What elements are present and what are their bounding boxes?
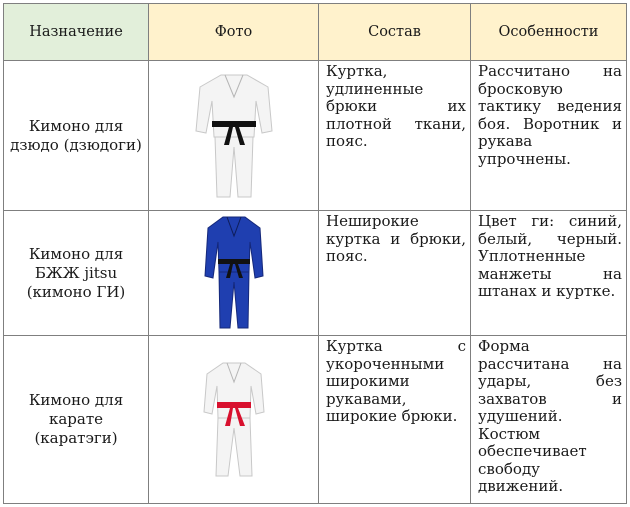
kimono-name: Кимоно для карате (каратэги) xyxy=(4,336,149,504)
table-row xyxy=(4,211,627,336)
table-row xyxy=(4,61,627,211)
features-text: Рассчитано на бросковую тактику ведения боя. Воротник и рукава упрочнены. xyxy=(471,61,627,211)
features-text: Цвет ги: синий, белый, черный. Уплотненные манжеты на штанах и куртке. xyxy=(471,211,627,336)
header-row xyxy=(4,4,627,61)
header-features: Особенности xyxy=(471,4,627,61)
composition-text: Куртка, удлиненные брюки их плотной ткани, пояс. xyxy=(319,61,471,211)
white-judo-gi-icon xyxy=(194,71,274,201)
header-photo: Фото xyxy=(149,4,319,61)
composition-text: Куртка с укороченными широкими рукавами, широкие брюки. xyxy=(319,336,471,504)
header-composition: Состав xyxy=(319,4,471,61)
kimono-name: Кимоно для БЖЖ jitsu (кимоно ГИ) xyxy=(4,211,149,336)
kimono-table xyxy=(3,3,627,504)
photo-cell xyxy=(149,61,319,211)
features-text: Форма рассчитана на удары, без захватов и удушений. Костюм обеспечивает свободу движений. xyxy=(471,336,627,504)
kimono-name: Кимоно для дзюдо (дзюдоги) xyxy=(4,61,149,211)
photo-cell xyxy=(149,336,319,504)
blue-bjj-gi-icon xyxy=(204,214,264,332)
white-karate-gi-icon xyxy=(203,360,265,480)
header-purpose: Назначение xyxy=(4,4,149,61)
photo-cell xyxy=(149,211,319,336)
table-row xyxy=(4,336,627,504)
composition-text: Неширокие куртка и брюки, пояс. xyxy=(319,211,471,336)
